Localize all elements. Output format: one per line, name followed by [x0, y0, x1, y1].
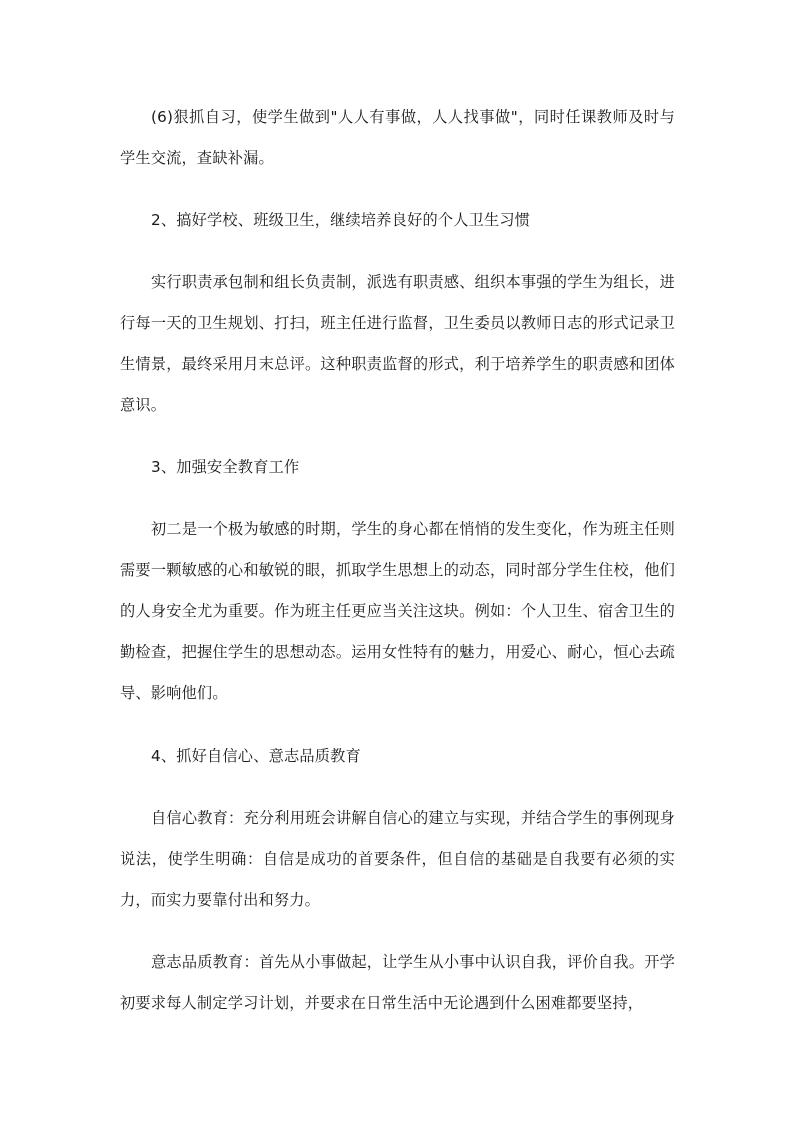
paragraph-confidence: 自信心教育：充分利用班会讲解自信心的建立与实现，并结合学生的事例现身说法，使学生明确：自信是成功的首要条件，但自信的基础是自我要有必须的实力，而实力要靠付出和努力。 — [120, 809, 675, 909]
heading-confidence: 4、抓好自信心、意志品质教育 — [151, 747, 361, 765]
heading-safety: 3、加强安全教育工作 — [151, 458, 300, 476]
paragraph-self-study: (6)狠抓自习，使学生做到"人人有事做，人人找事做"，同时任课教师及时与学生交流，查缺补漏。 — [120, 108, 675, 167]
paragraph-safety: 初二是一个极为敏感的时期，学生的身心都在悄悄的发生变化，作为班主任则需要一颗敏感的心和敏锐的眼，抓取学生思想上的动态，同时部分学生住校，他们的人身安全尤为重要。作为班主任更应当关注这块。例如：个人卫生、宿舍卫生的勤检查，把握住学生的思想动态。运用女性特有的魅力，用爱心、耐心，恒心去疏导、影响他们。 — [120, 520, 675, 702]
paragraph-willpower: 意志品质教育：首先从小事做起，让学生从小事中认识自我，评价自我。开学初要求每人制定学习计划，并要求在日常生活中无论遇到什么困难都要坚持， — [120, 953, 675, 1012]
heading-hygiene: 2、搞好学校、班级卫生，继续培养良好的个人卫生习惯 — [151, 211, 531, 229]
paragraph-hygiene: 实行职责承包制和组长负责制，派选有职责感、组织本事强的学生为组长，进行每一天的卫生规划、打扫，班主任进行监督，卫生委员以教师日志的形式记录卫生情景，最终采用月末总评。这种职责监督的形式，利于培养学生的职责感和团体意识。 — [120, 273, 675, 414]
